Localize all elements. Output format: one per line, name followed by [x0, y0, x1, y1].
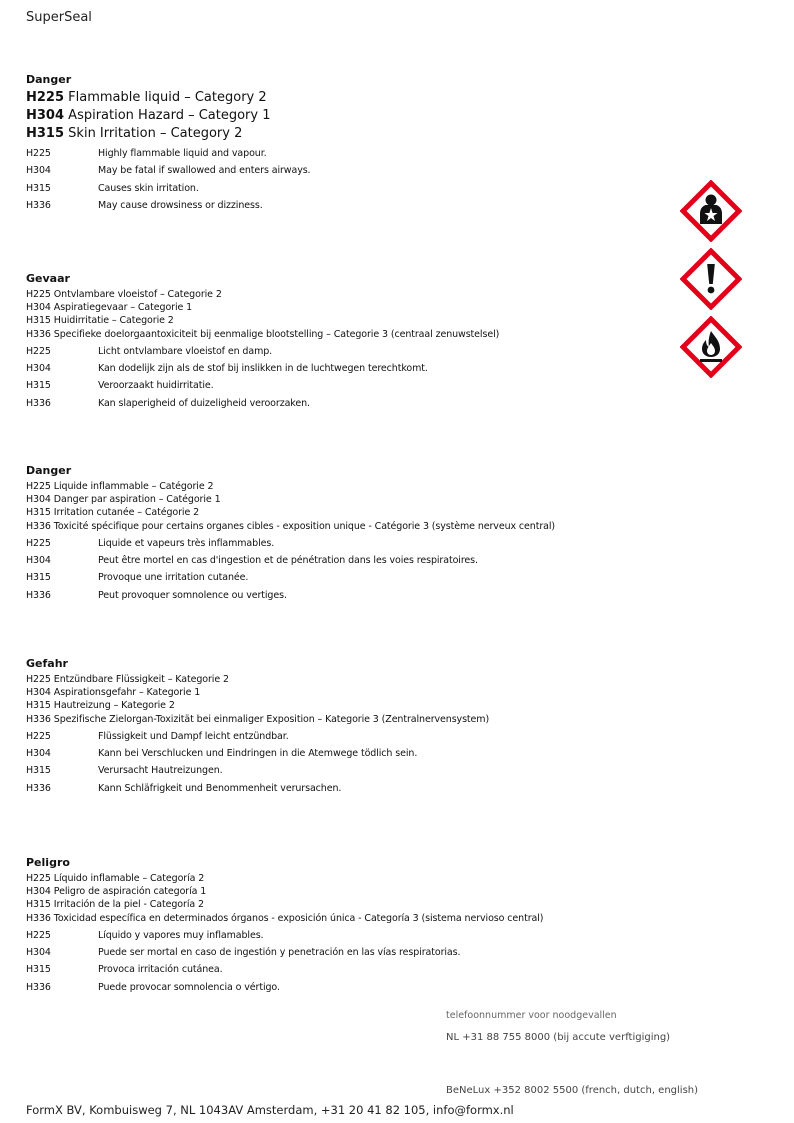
signal-word: Danger [26, 464, 72, 477]
signal-word: Peligro [26, 856, 70, 869]
classification-line: H336 Spezifische Zielorgan-Toxizität bei einmaliger Exposition – Kategorie 3 (Zentralnervensystem) [26, 713, 490, 725]
emergency-label: telefoonnummer voor noodgevallen [446, 1010, 617, 1021]
statement-code: H225 [26, 148, 51, 159]
classification-line: H225 Entzündbare Flüssigkeit – Kategorie 2 [26, 674, 229, 685]
signal-word: Gefahr [26, 657, 68, 670]
signal-word: Gevaar [26, 272, 70, 285]
statement-code: H315 [26, 572, 51, 584]
statement-code: H336 [26, 199, 51, 211]
hazard-statement [26, 145, 646, 162]
spanish-section [26, 855, 646, 996]
hazard-code: H225 [26, 90, 65, 105]
statement-code: H225 [26, 537, 51, 549]
emergency-number-benelux: BeNeLux +352 8002 5500 (french, dutch, english) [446, 1085, 699, 1096]
classification-line: H304 Aspirationsgefahr – Kategorie 1 [26, 687, 201, 699]
statement-text: Peut être mortel en cas d'ingestion et de pénétration dans les voies respiratoires. [98, 555, 478, 567]
statement-text: Kann bei Verschlucken und Eindringen in die Atemwege tödlich sein. [98, 748, 418, 760]
classification-line: H225 Liquide inflammable – Catégorie 2 [26, 481, 214, 492]
statement-text: Flüssigkeit und Dampf leicht entzündbar. [98, 730, 289, 742]
statement-text: Provoca irritación cutánea. [98, 964, 223, 976]
classification-line: H315 Irritation cutanée – Catégorie 2 [26, 507, 200, 519]
statement-code: H315 [26, 182, 51, 194]
statement-text: Peut provoquer somnolence ou vertiges. [98, 589, 287, 601]
french-section [26, 463, 646, 604]
statement-code: H225 [26, 929, 51, 941]
hazard-statements [26, 145, 646, 214]
hazard-statement [26, 552, 646, 569]
hazard-statement [26, 927, 646, 944]
signal-word: Danger [26, 73, 72, 86]
statement-code: H304 [26, 363, 51, 375]
flame-icon [680, 316, 742, 378]
classification-text: Aspiration Hazard – Category 1 [68, 108, 271, 123]
company-footer: FormX BV, Kombuisweg 7, NL 1043AV Amsterdam, +31 20 41 82 105, info@formx.nl [26, 1103, 514, 1117]
classification-line [26, 89, 646, 107]
hazard-statement [26, 162, 646, 179]
statement-code: H304 [26, 165, 51, 177]
statement-text: Liquide et vapeurs très inflammables. [98, 537, 275, 549]
hazard-statement [26, 745, 646, 762]
classification-line: H315 Irritación de la piel - Categoría 2 [26, 899, 204, 911]
statement-text: May cause drowsiness or dizziness. [98, 199, 263, 211]
health-hazard-icon [680, 180, 742, 242]
classification-line: H315 Hautreizung – Kategorie 2 [26, 700, 175, 712]
statement-text: Highly flammable liquid and vapour. [98, 148, 267, 159]
classification-line: H304 Peligro de aspiración categoría 1 [26, 886, 207, 898]
hazard-statement [26, 728, 646, 745]
classification-line: H304 Aspiratiegevaar – Categorie 1 [26, 302, 193, 314]
statement-code: H304 [26, 947, 51, 959]
classification-line [26, 125, 646, 143]
statement-text: Causes skin irritation. [98, 182, 199, 194]
statement-text: May be fatal if swallowed and enters airways. [98, 165, 311, 177]
hazard-statement [26, 961, 646, 978]
hazard-statements [26, 343, 646, 412]
hazard-statement [26, 395, 646, 412]
statement-text: Líquido y vapores muy inflamables. [98, 929, 264, 941]
product-name: SuperSeal [26, 10, 92, 25]
statement-text: Verursacht Hautreizungen. [98, 765, 223, 777]
classification-line: H304 Danger par aspiration – Catégorie 1 [26, 494, 221, 506]
classification-line: H225 Líquido inflamable – Categoría 2 [26, 873, 205, 884]
hazard-statement [26, 343, 646, 360]
statement-text: Veroorzaakt huidirritatie. [98, 380, 214, 392]
classification-line: H336 Toxicidad específica en determinados órganos - exposición única - Categoría 3 (sistema nervioso central) [26, 912, 544, 924]
hazard-statement [26, 360, 646, 377]
classification-line: H336 Specifieke doelorgaantoxiciteit bij eenmalige blootstelling – Categorie 3 (centraal zenuwstelsel) [26, 328, 500, 340]
hazard-statement [26, 569, 646, 586]
emergency-number-nl: NL +31 88 755 8000 (bij accute verftigiging) [446, 1032, 671, 1043]
statement-text: Puede provocar somnolencia o vértigo. [98, 981, 280, 993]
classification-line: H315 Huidirritatie – Categorie 2 [26, 315, 174, 327]
classification-text: Skin Irritation – Category 2 [68, 126, 243, 141]
statement-code: H336 [26, 981, 51, 993]
statement-text: Puede ser mortal en caso de ingestión y penetración en las vías respiratorias. [98, 947, 461, 959]
hazard-statement [26, 944, 646, 961]
german-section [26, 656, 646, 797]
hazard-statement [26, 762, 646, 779]
statement-code: H315 [26, 765, 51, 777]
hazard-statement [26, 197, 646, 214]
classification-line: H336 Toxicité spécifique pour certains organes cibles - exposition unique - Catégorie 3 (système nerveux central) [26, 520, 556, 532]
statement-text: Licht ontvlambare vloeistof en damp. [98, 345, 273, 357]
hazard-statement [26, 587, 646, 604]
statement-code: H304 [26, 748, 51, 760]
statement-code: H304 [26, 555, 51, 567]
dutch-section [26, 271, 646, 412]
statement-code: H336 [26, 397, 51, 409]
hazard-code: H315 [26, 126, 65, 141]
hazard-statement [26, 535, 646, 552]
statement-code: H336 [26, 782, 51, 794]
hazard-statement [26, 180, 646, 197]
hazard-code: H304 [26, 108, 65, 123]
statement-text: Provoque une irritation cutanée. [98, 572, 249, 584]
exclamation-mark-icon [680, 248, 742, 310]
statement-code: H225 [26, 730, 51, 742]
statement-code: H315 [26, 964, 51, 976]
classification-line: H225 Ontvlambare vloeistof – Categorie 2 [26, 289, 222, 300]
statement-code: H225 [26, 345, 51, 357]
statement-text: Kan slaperigheid of duizeligheid veroorzaken. [98, 397, 310, 409]
english-section [26, 72, 646, 214]
hazard-statement [26, 979, 646, 996]
hazard-statements [26, 535, 646, 604]
statement-code: H315 [26, 380, 51, 392]
classification-text: Flammable liquid – Category 2 [68, 90, 267, 105]
hazard-statement [26, 377, 646, 394]
hazard-statement [26, 780, 646, 797]
classification-line [26, 107, 646, 125]
hazard-statements [26, 728, 646, 797]
statement-code: H336 [26, 589, 51, 601]
hazard-statements [26, 927, 646, 996]
statement-text: Kan dodelijk zijn als de stof bij inslikken in de luchtwegen terechtkomt. [98, 363, 428, 375]
statement-text: Kann Schläfrigkeit und Benommenheit verursachen. [98, 782, 342, 794]
